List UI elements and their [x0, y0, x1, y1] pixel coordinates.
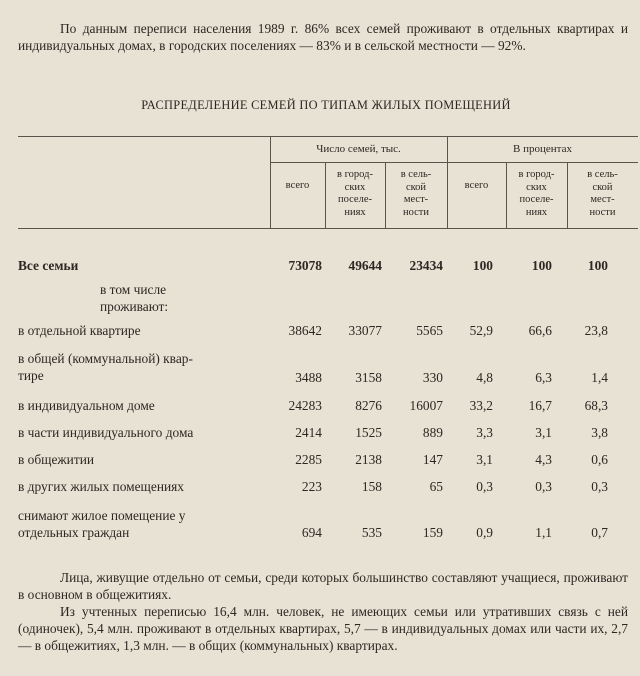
table-row-label: в общей (коммунальной) квар- тире	[18, 351, 193, 383]
paragraph-3: Из учтенных переписью 16,4 млн. человек, не имеющих семьи или утративших связь с ней (одиночек), 5,4 млн. проживают в отдельных квартирах, 5,7 — в индивидуальных домах или части их, 2,7 — в общежитиях, 1,3 млн. — в общих (коммунальных) квартирах.	[18, 604, 628, 653]
sub-header-count-rural: в сель- ской мест- ности	[400, 169, 432, 218]
table-cell: 4,3	[535, 452, 552, 467]
sub-header-pct-total: всего	[464, 180, 489, 191]
sub-header-pct-urban: в город- ских поселе- ниях	[518, 169, 555, 218]
table-cell: 535	[361, 525, 382, 540]
table-cell: 33077	[348, 323, 382, 338]
table-cell: 16,7	[528, 398, 552, 413]
table-row-label: в части индивидуального дома	[18, 425, 194, 440]
table-title: РАСПРЕДЕЛЕНИЕ СЕМЕЙ ПО ТИПАМ ЖИЛЫХ ПОМЕЩЕНИЙ	[141, 98, 511, 112]
table-cell: 0,6	[591, 452, 608, 467]
table-cell: 2285	[295, 452, 322, 467]
table-cell: 223	[301, 479, 322, 494]
table-cell: 16007	[409, 398, 443, 413]
table-cell: 0,3	[535, 479, 552, 494]
table-cell: 1525	[355, 425, 382, 440]
table-cell: 8276	[355, 398, 382, 413]
table-cell: 147	[422, 452, 443, 467]
table-cell: 3,3	[476, 425, 493, 440]
table-cell: 158	[361, 479, 382, 494]
total-pct-rural: 100	[587, 258, 608, 273]
table-cell: 2414	[295, 425, 322, 440]
total-count-urban: 49644	[348, 258, 382, 273]
table-top-rule	[18, 136, 638, 137]
table-cell: 68,3	[584, 398, 608, 413]
paragraph-2: Лица, живущие отдельно от семьи, среди которых большинство составляют учащиеся, проживают в основном в общежитиях.	[18, 570, 628, 602]
table-cell: 66,6	[528, 323, 552, 338]
intro-paragraph: По данным переписи населения 1989 г. 86% всех семей проживают в отдельных квартирах и индивидуальных домах, в городских поселениях — 83% и в сельской местности — 92%.	[18, 21, 628, 53]
total-count-total: 73078	[288, 258, 322, 273]
total-count-rural: 23434	[409, 258, 443, 273]
table-cell: 4,8	[476, 370, 493, 385]
table-cell: 3,1	[476, 452, 493, 467]
table-cell: 3,1	[535, 425, 552, 440]
sub-header-count-urban: в город- ских поселе- ниях	[337, 169, 373, 218]
table-cell: 0,3	[591, 479, 608, 494]
table-subheading: в том числе проживают:	[100, 282, 169, 314]
table-cell: 3158	[355, 370, 382, 385]
table-cell: 889	[422, 425, 443, 440]
table-cell: 5565	[416, 323, 443, 338]
table-cell: 159	[422, 525, 443, 540]
total-pct-urban: 100	[531, 258, 552, 273]
table-cell: 38642	[288, 323, 322, 338]
table-cell: 0,7	[591, 525, 608, 540]
table-cell: 3,8	[591, 425, 608, 440]
table-cell: 52,9	[469, 323, 493, 338]
sub-header-pct-rural: в сель- ской мест- ности	[587, 169, 618, 218]
table-cell: 3488	[295, 370, 322, 385]
table-row-label: в других жилых помещениях	[18, 479, 185, 494]
table-cell: 6,3	[535, 370, 552, 385]
table-row-label: снимают жилое помещение у отдельных граждан	[18, 508, 186, 540]
table-cell: 330	[422, 370, 443, 385]
table-cell: 694	[301, 525, 322, 540]
total-pct-total: 100	[472, 258, 493, 273]
table-row-label: в отдельной квартире	[18, 323, 141, 338]
table-row-label: в индивидуальном доме	[18, 398, 155, 413]
sub-header-count-total: всего	[285, 180, 310, 191]
table-cell: 2138	[355, 452, 382, 467]
table-cell: 23,8	[584, 323, 608, 338]
group-header-percent: В процентах	[513, 143, 572, 155]
group-header-count: Число семей, тыс.	[316, 143, 401, 155]
total-row-label: Все семьи	[18, 258, 79, 273]
table-cell: 1,1	[535, 525, 552, 540]
table-cell: 33,2	[469, 398, 493, 413]
table-cell: 1,4	[591, 370, 608, 385]
table-cell: 24283	[288, 398, 322, 413]
table-row-label: в общежитии	[18, 452, 95, 467]
table-cell: 0,9	[476, 525, 493, 540]
table-cell: 65	[429, 479, 443, 494]
table-cell: 0,3	[476, 479, 493, 494]
header-bottom-rule	[18, 228, 638, 229]
